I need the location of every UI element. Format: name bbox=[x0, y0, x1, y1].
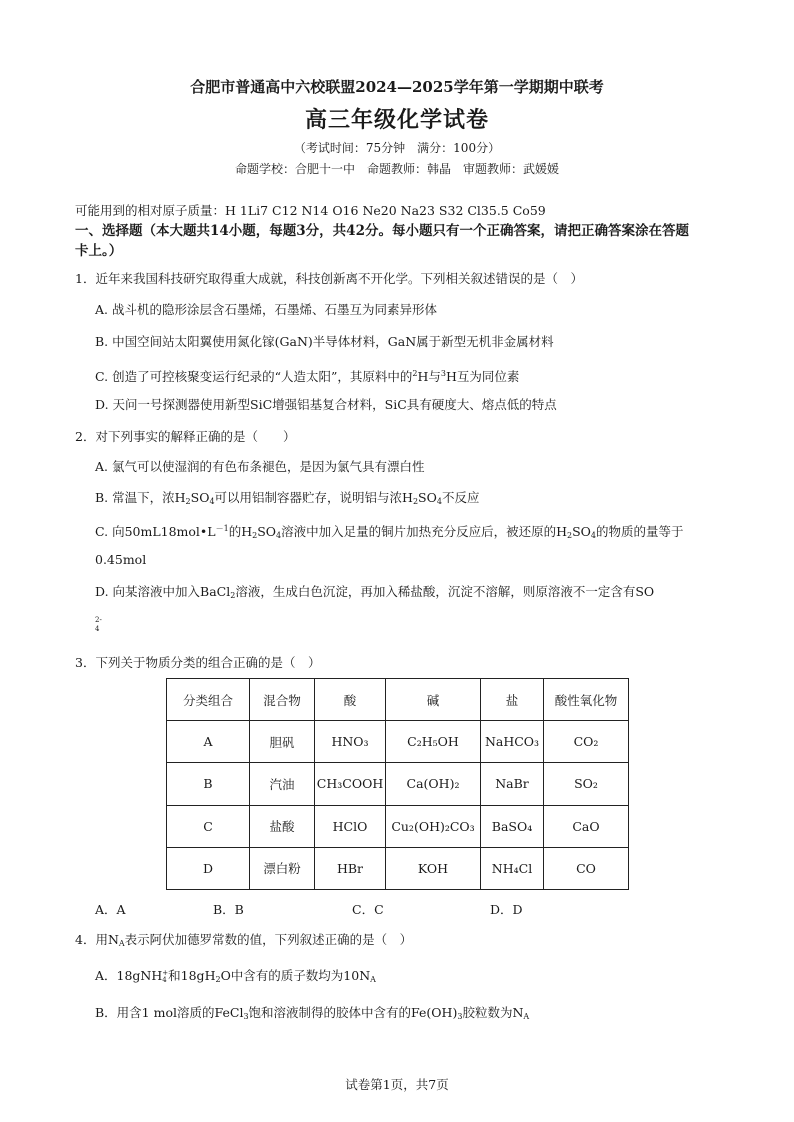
table-cell: NaHCO₃ bbox=[481, 721, 544, 763]
table-header-row bbox=[167, 679, 629, 721]
table-cell: NH₄Cl bbox=[481, 847, 544, 889]
q3-choice-a: A．A bbox=[95, 902, 126, 917]
table-cell: 汽油 bbox=[250, 763, 315, 805]
q1-option-b: B. 中国空间站太阳翼使用氮化镓(GaN)半导体材料，GaN属于新型无机非金属材料 bbox=[95, 334, 554, 349]
q4-option-a: A．18gNH + 4 和$18gH_2O$中含有的质子数均为$10N_A$ bbox=[95, 968, 376, 984]
page-title: 高三年级化学试卷 bbox=[304, 107, 489, 133]
table-header: 混合物 bbox=[250, 679, 315, 721]
table-row bbox=[167, 721, 629, 763]
table-row bbox=[167, 847, 629, 889]
q3-choice-b: B．B bbox=[213, 902, 244, 917]
q2-stem: 2．对下列事实的解释正确的是（ ） bbox=[75, 429, 296, 444]
q1-stem: 1．近年来我国科技研究取得重大成就，科技创新离不开化学。下列相关叙述错误的是（ ） bbox=[75, 271, 583, 286]
table-row bbox=[167, 763, 629, 805]
table-cell: HClO bbox=[315, 805, 386, 847]
table-header: 酸 bbox=[315, 679, 386, 721]
q1-option-d: D. 天问一号探测器使用新型SiC增强铝基复合材料，SiC具有硬度大、熔点低的特点 bbox=[95, 397, 557, 412]
table-header: 酸性氧化物 bbox=[544, 679, 629, 721]
table-cell: KOH bbox=[386, 847, 481, 889]
table-header: 分类组合 bbox=[167, 679, 250, 721]
table-cell: BaSO₄ bbox=[481, 805, 544, 847]
q3-choice-d: D．D bbox=[490, 902, 523, 917]
school-line: 合肥市普通高中六校联盟2024—2025学年第一学期期中联考 bbox=[190, 78, 604, 96]
q2-option-c-cont: 0.45mol bbox=[95, 552, 147, 567]
q3-choice-c: C．C bbox=[352, 902, 384, 917]
q2-option-c: C. 向$50mL18mol•L^{-1}$的$H_2SO_4$溶液中加入足量的铜片加热充分反应后，被还原的$H_2SO_4$的物质的量等于 bbox=[95, 524, 684, 540]
q4-option-b: B．用含1 mol溶质的FeCl$_3$饱和溶液制得的胶体中含有的$Fe(OH)_3$胶粒数为$N_A$ bbox=[95, 1005, 530, 1021]
table-header: 盐 bbox=[481, 679, 544, 721]
table-cell: Ca(OH)₂ bbox=[386, 763, 481, 805]
table-cell: 盐酸 bbox=[250, 805, 315, 847]
table-cell: CO₂ bbox=[544, 721, 629, 763]
q1-option-c: C. 创造了可控核聚变运行纪录的“人造太阳”，其原料中的$^2$H与$^3$H互为同位素 bbox=[95, 369, 520, 384]
table-cell: C₂H₅OH bbox=[386, 721, 481, 763]
q1-option-a: A. 战斗机的隐形涂层含石墨烯，石墨烯、石墨互为同素异形体 bbox=[95, 302, 437, 317]
table-row bbox=[167, 805, 629, 847]
table-cell: C bbox=[167, 805, 250, 847]
q4-stem: 4．用$N_A$表示阿伏加德罗常数的值，下列叙述正确的是（ ） bbox=[75, 932, 413, 948]
q3-stem: 3．下列关于物质分类的组合正确的是（ ） bbox=[75, 655, 321, 670]
section-heading-2: 卡上。） bbox=[75, 243, 123, 259]
table-cell: CH₃COOH bbox=[315, 763, 386, 805]
table-cell: B bbox=[167, 763, 250, 805]
table-cell: HNO₃ bbox=[315, 721, 386, 763]
q2-option-b: B. 常温下，浓$H_2SO_4$可以用铝制容器贮存，说明铝与浓$H_2SO_4$不反应 bbox=[95, 490, 480, 506]
table-cell: D bbox=[167, 847, 250, 889]
table-cell: CaO bbox=[544, 805, 629, 847]
page-footer: 试卷第1页，共7页 bbox=[345, 1077, 449, 1092]
table-cell: 漂白粉 bbox=[250, 847, 315, 889]
table-cell: NaBr bbox=[481, 763, 544, 805]
sulfate-charge: 2- 4 bbox=[95, 616, 102, 633]
classification-table bbox=[166, 678, 629, 890]
table-header: 碱 bbox=[386, 679, 481, 721]
section-heading-1: 一、选择题（本大题共14小题，每题3分，共42分。每小题只有一个正确答案，请把正确答案涂在答题 bbox=[75, 223, 689, 239]
q2-option-d: D. 向某溶液中加入BaCl$_2$溶液，生成白色沉淀，再加入稀盐酸，沉淀不溶解，则原溶液不一定含有SO bbox=[95, 584, 655, 600]
exam-info: （考试时间：75分钟 满分：100分） bbox=[293, 141, 501, 155]
table-cell: A bbox=[167, 721, 250, 763]
table-cell: HBr bbox=[315, 847, 386, 889]
q2-option-a: A. 氯气可以使湿润的有色布条褪色，是因为氯气具有漂白性 bbox=[95, 459, 425, 474]
atomic-masses: 可能用到的相对原子质量：H 1Li7 C12 N14 O16 Ne20 Na23 S32 Cl35.5 Co59 bbox=[75, 203, 546, 218]
table-cell: 胆矾 bbox=[250, 721, 315, 763]
table-cell: CO bbox=[544, 847, 629, 889]
table-cell: Cu₂(OH)₂CO₃ bbox=[386, 805, 481, 847]
table-cell: SO₂ bbox=[544, 763, 629, 805]
authors-line: 命题学校：合肥十一中 命题教师：韩晶 审题教师：武媛媛 bbox=[234, 162, 559, 176]
